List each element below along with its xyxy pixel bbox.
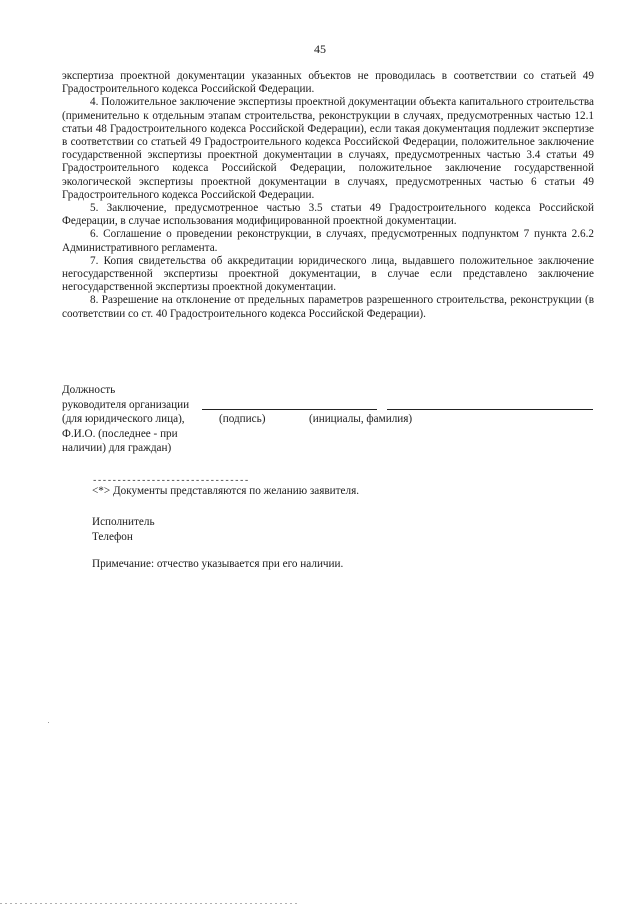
paragraph-item-6: 6. Соглашение о проведении реконструкции, в случаях, предусмотренных подпунктом 7 пункта 2.6.2 Административного регламента. <box>62 228 594 254</box>
document-body <box>62 70 594 321</box>
paragraph-item-4: 4. Положительное заключение экспертизы проектной документации объекта капитального строительства (применительно к отдельным этапам строительства, реконструкции в случаях, предусмотренных частью 12.1 статьи 48 Градостроительного кодекса Российской Федерации), если такая документация подлежит экспертизе в соответствии со статьей 49 Градостроительного кодекса Российской Федерации, положительное заключение государственной экспертизы проектной документации в случаях, предусмотренных частью 3.4 статьи 49 Градостроительного кодекса Российской Федерации, положительное заключение государственной экологической экспертизы проектной документации в случаях, предусмотренных частью 6 статьи 49 Градостроительного кодекса Российской Федерации. <box>62 96 594 201</box>
signature-row-3 <box>62 412 582 427</box>
name-caption: (инициалы, фамилия) <box>309 413 413 426</box>
note-text: Примечание: отчество указывается при его наличии. <box>92 558 344 570</box>
phone-label: Телефон <box>92 530 133 543</box>
name-line <box>387 409 593 410</box>
paragraph-item-7: 7. Копия свидетельства об аккредитации юридического лица, выдавшего положительное заключение негосударственной экспертизы проектной документации, в случае если представлено заключение негосударственной экспертизы проектной документации. <box>62 254 594 294</box>
citizens-label: наличии) для граждан) <box>62 442 172 455</box>
organization-head-label: руководителя организации <box>62 398 190 411</box>
position-label: Должность <box>62 384 116 396</box>
signature-block <box>62 383 582 456</box>
signature-row-4 <box>62 427 582 442</box>
executor-label: Исполнитель <box>92 516 155 528</box>
scan-edge-artifact <box>0 903 300 904</box>
scan-artifact <box>48 722 49 723</box>
signature-row-1 <box>62 383 582 398</box>
paragraph-item-5: 5. Заключение, предусмотренное частью 3.5 статьи 49 Градостроительного кодекса Российской Федерации, в случае использования модифицированной проектной документации. <box>62 202 594 228</box>
signature-caption: (подпись) <box>219 413 266 426</box>
paragraph-item-8: 8. Разрешение на отклонение от предельных параметров разрешенного строительства, реконструкции (в соответствии со ст. 40 Градостроительного кодекса Российской Федерации). <box>62 294 594 320</box>
paragraph-continuation: экспертиза проектной документации указанных объектов не проводилась в соответствии со статьей 49 Градостроительного кодекса Российской Федерации. <box>62 70 594 96</box>
signature-line <box>202 409 377 410</box>
footnote-separator: -------------------------------- <box>92 476 249 486</box>
signature-row-5 <box>62 441 582 456</box>
footnote-text: <*> Документы представляются по желанию заявителя. <box>92 485 360 497</box>
fio-label: Ф.И.О. (последнее - при <box>62 427 178 440</box>
legal-entity-label: (для юридического лица), <box>62 413 185 426</box>
page-number: 45 <box>314 42 326 56</box>
signature-row-2 <box>62 398 582 413</box>
executor-block <box>92 515 155 544</box>
